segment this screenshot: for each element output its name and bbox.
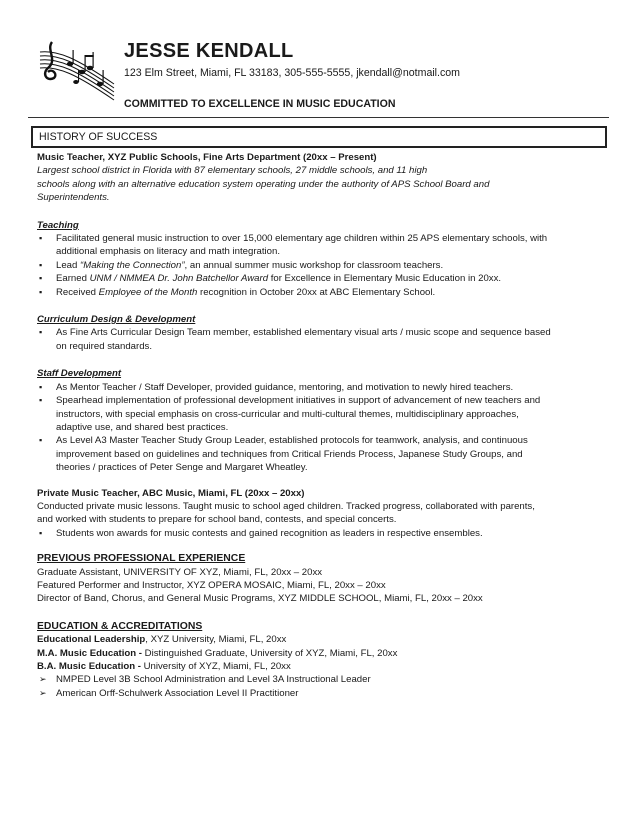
list-item: ▪ As Fine Arts Curricular Design Team member, established elementary visual arts / music scope and sequence based on required standards. <box>39 327 551 352</box>
curriculum-list <box>37 326 603 353</box>
job2-desc-line: and worked with students to prepare for school band, contests, and special concerts. <box>37 514 397 526</box>
tagline: COMMITTED TO EXCELLENCE IN MUSIC EDUCATION <box>124 98 396 110</box>
previous-experience-heading: PREVIOUS PROFESSIONAL EXPERIENCE <box>37 553 246 565</box>
arrow-bullet-icon: ➢ <box>39 687 47 698</box>
teaching-list <box>37 232 603 299</box>
accreditation-list <box>37 673 603 700</box>
job2-desc-line: Conducted private music lessons. Taught music to school aged children. Tracked progress, collaborated with parents, <box>37 500 535 512</box>
history-section-title: HISTORY OF SUCCESS <box>39 131 158 143</box>
list-item: ▪ As Level A3 Master Teacher Study Group Leader, established protocols for teamwork, analysis, and continuous improvement based on guidelines and techniques from Critical Friends Process, Japanese Study Groups, and theories / practices of Peter Senge and Margaret Wheatley. <box>39 435 528 474</box>
degree-line: M.A. Music Education - Distinguished Graduate, University of XYZ, Miami, FL, 20xx <box>37 647 398 659</box>
staff-list <box>37 381 603 475</box>
resume-content <box>37 151 603 700</box>
list-item: ▪ Students won awards for music contests and gained recognition as leaders in respective ensembles. <box>39 527 483 539</box>
curriculum-heading: Curriculum Design & Development <box>37 314 196 326</box>
education-heading: EDUCATION & ACCREDITATIONS <box>37 620 203 632</box>
arrow-bullet-icon: ➢ <box>39 674 47 685</box>
teaching-heading: Teaching <box>37 219 79 231</box>
resume-name: JESSE KENDALL <box>124 40 294 62</box>
list-item: ▪ Lead “Making the Connection”, an annual summer music workshop for classroom teachers. <box>39 259 444 271</box>
history-section-box <box>31 126 607 148</box>
bullet-icon: ▪ <box>39 381 43 392</box>
job2-title: Private Music Teacher, ABC Music, Miami, FL (20xx – 20xx) <box>37 487 305 499</box>
list-item: ▪ Earned UNM / NMMEA Dr. John Batchellor Award for Excellence in Elementary Music Education in 20xx. <box>39 273 502 285</box>
degree-line: Educational Leadership, XYZ University, Miami, FL, 20xx <box>37 634 287 646</box>
bullet-icon: ▪ <box>39 327 43 338</box>
list-item: ▪ Received Employee of the Month recognition in October 20xx at ABC Elementary School. <box>39 286 436 298</box>
list-item: ▪ Spearhead implementation of professional development initiatives in support of advancement of new teachers and instructors, with special emphasis on cross-curricular and multi-cultural themes, multidisciplinary approaches, adaptive use, and shared best practices. <box>39 395 541 433</box>
previous-experience-line: Graduate Assistant, UNIVERSITY OF XYZ, Miami, FL, 20xx – 20xx <box>37 566 323 578</box>
header-divider <box>28 117 609 118</box>
list-item: ➢ American Orff-Schulwerk Association Level II Practitioner <box>39 687 299 699</box>
bullet-icon: ▪ <box>39 395 43 406</box>
list-item: ➢ NMPED Level 3B School Administration and Level 3A Instructional Leader <box>39 674 371 686</box>
bullet-icon: ▪ <box>39 435 43 446</box>
job1-desc-line: Superintendents. <box>37 192 110 204</box>
bullet-icon: ▪ <box>39 286 43 297</box>
degree-line: B.A. Music Education - University of XYZ, Miami, FL, 20xx <box>37 661 291 672</box>
job2-list <box>37 527 603 540</box>
list-item: ▪ As Mentor Teacher / Staff Developer, provided guidance, mentoring, and motivation to newly hired teachers. <box>39 381 514 393</box>
previous-experience-line: Featured Performer and Instructor, XYZ OPERA MOSAIC, Miami, FL, 20xx – 20xx <box>37 579 386 591</box>
music-staff-logo <box>36 38 118 104</box>
job1-desc-line: Largest school district in Florida with 87 elementary schools, 27 middle schools, and 11 high <box>37 165 428 177</box>
list-item: ▪ Facilitated general music instruction to over 15,000 elementary age children within 25 APS elementary schools, with additional emphasis on literacy and math integration. <box>39 233 548 258</box>
previous-experience-line: Director of Band, Chorus, and General Music Programs, XYZ MIDDLE SCHOOL, Miami, FL, 20xx – 20xx <box>37 593 483 605</box>
job1-title: Music Teacher, XYZ Public Schools, Fine Arts Department (20xx – Present) <box>37 152 377 163</box>
bullet-icon: ▪ <box>39 527 43 538</box>
staff-heading: Staff Development <box>37 368 122 380</box>
bullet-icon: ▪ <box>39 233 43 244</box>
bullet-icon: ▪ <box>39 273 43 284</box>
music-staff-notes-icon <box>36 38 118 104</box>
contact-line: 123 Elm Street, Miami, FL 33183, 305-555-5555, jkendall@notmail.com <box>124 67 460 79</box>
bullet-icon: ▪ <box>39 259 43 270</box>
job1-desc-line: schools along with an alternative education system operating under the authority of APS School Board and <box>37 178 490 190</box>
